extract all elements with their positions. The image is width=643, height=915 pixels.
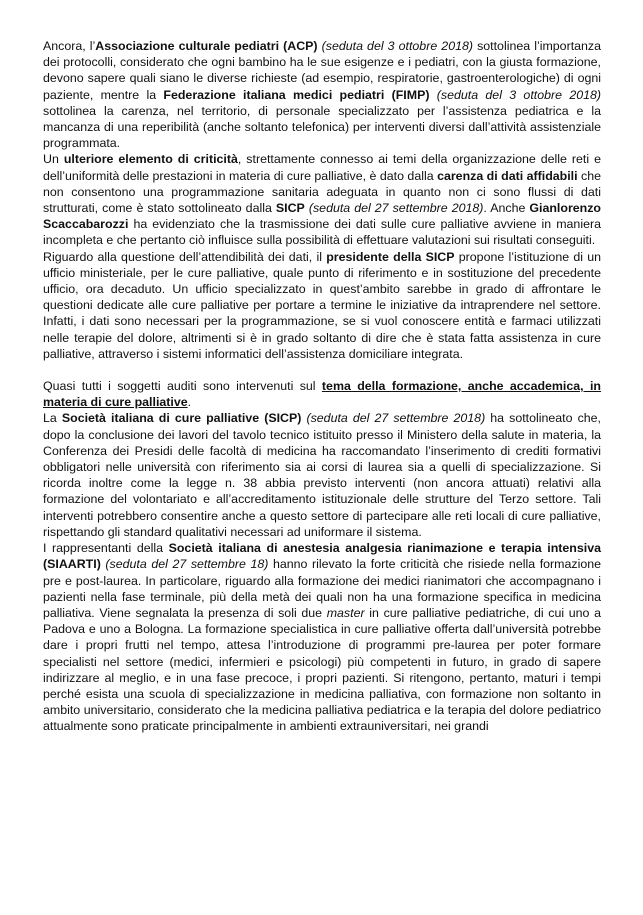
bold-text: Società italiana di cure palliative (SICP) bbox=[61, 411, 302, 426]
text-run: Quasi tutti i soggetti auditi sono intervenuti sul bbox=[43, 379, 322, 394]
text-run: sottolinea l’importanza dei protocolli, considerato che ogni bambino ha le sue esigenze e i pediatri, con la giusta formazione, devono sapere quali siano le diverse richieste (ad esempio, respiratorie, gastroenterologiche) di ogni paziente, mentre la bbox=[43, 39, 602, 102]
text-run: . bbox=[187, 395, 192, 410]
text-run: in cure palliative pediatriche, di cui uno a Padova e uno a Bologna. La formazione specialistica in cure palliative offerta dall’università potrebbe dare i propri frutti nel tempo, attesa l’introduzione di programmi pre-laurea per poter formare specialisti nel settore (medici, infermieri e psicologi) più competenti in futuro, in grado di sapere indirizzare al meglio, e in una fase precoce, i propri pazienti. Si ritengono, pertanto, maturi i tempi perché esista una scuola di specializzazione in medicina palliativa, con formazione non soltanto in ambito universitario, considerato che la medicina palliativa pediatrica e la terapia del dolore pediatrico attualmente sono praticate principalmente in ambienti extrauniversitari, nei grandi bbox=[43, 605, 601, 734]
text-run bbox=[429, 88, 436, 102]
paragraph bbox=[43, 249, 601, 362]
italic-text: (seduta del 27 settembre 2018) bbox=[306, 411, 486, 426]
bold-text: carenza di dati affidabili bbox=[437, 168, 578, 183]
paragraph bbox=[43, 410, 601, 540]
bold-text: Società italiana di anestesia analgesia rianimazione e terapia intensiva (SIAARTI) bbox=[43, 541, 601, 572]
italic-text: master bbox=[326, 605, 365, 620]
paragraph bbox=[43, 151, 601, 248]
bold-text: Gianlorenzo Scaccabarozzi bbox=[43, 201, 601, 232]
text-run: Riguardo alla questione dell’attendibilità dei dati, il bbox=[43, 249, 327, 264]
text-run: I rappresentanti della bbox=[43, 541, 169, 556]
text-run: Un bbox=[43, 152, 64, 167]
text-run: ha sottolineato che, dopo la conclusione dei lavori del tavolo tecnico istituito presso il Ministero della salute in materia, la Conferenza dei Presidi delle facoltà di medicina ha raccomandato l’inserimento di crediti formativi obbligatori nelle università con riferimento sia ai corsi di laurea sia a quelli di specializzazione. Si ricorda inoltre come la legge n. 38 abbia previsto interventi (non ancora attuati) relativi alla formazione del volontariato e all’accreditamento istituzionale delle strutture del Terzo settore. Tali interventi potrebbero consentire anche a questo settore di partecipare alle reti locali di cure palliative, rispettando gli standard qualitativi necessari ad uniformare il sistema. bbox=[43, 411, 601, 539]
text-run: ha evidenziato che la trasmissione dei dati sulle cure palliative avviene in maniera incompleta e che pertanto ciò influisce sulla possibilità di effettuare valutazioni sui risultati conseguiti. bbox=[43, 217, 601, 248]
text-run: , strettamente connesso ai temi della organizzazione delle reti e dell’uniformità delle prestazioni in materia di cure palliative, è dato dalla bbox=[43, 152, 601, 183]
bold-text: presidente della SICP bbox=[326, 249, 455, 264]
paragraph bbox=[43, 378, 601, 410]
italic-text: (seduta del 3 ottobre 2018) bbox=[321, 39, 473, 53]
italic-text: (seduta del 27 settembre 2018) bbox=[308, 201, 484, 216]
bold-text: Federazione italiana medici pediatri (FIMP) bbox=[163, 87, 430, 102]
paragraph-spacer bbox=[43, 362, 601, 378]
bold-text: SICP bbox=[275, 201, 305, 216]
italic-text: (seduta del 3 ottobre 2018) bbox=[436, 87, 602, 102]
text-run: sottolinea la carenza, nel territorio, di personale specializzato per l’assistenza pediatrica e la mancanza di una reperibilità (anche soltanto telefonica) per interventi diversi dall’attività assistenziale programmata. bbox=[43, 103, 601, 151]
text-run: La bbox=[43, 411, 62, 426]
text-run: Ancora, l’ bbox=[43, 39, 96, 53]
bold-text: ulteriore elemento di criticità bbox=[63, 152, 238, 167]
text-run: . Anche bbox=[483, 201, 530, 216]
underlined-text: tema della formazione, anche accademica, in materia di cure palliative bbox=[43, 379, 601, 410]
document-page bbox=[43, 38, 601, 735]
text-run: propone l’istituzione di un ufficio ministeriale, per le cure palliative, quale punto di riferimento e in sostituzione del precedente ufficio, ora decaduto. Un ufficio specializzato in quest’ambito sarebbe in grado di affrontare le questioni dedicate alle cure palliative per portare a termine le iniziative da intraprendere nel settore. Infatti, i dati sono necessari per la programmazione, se si vuol conoscere entità e farmaci utilizzati nelle terapie del dolore, altrimenti si è in grado soltanto di dire che è stata fatta assistenza in cure palliative, attraverso i sistemi informatici dell’assistenza domiciliare integrata. bbox=[43, 249, 602, 361]
bold-text: Associazione culturale pediatri (ACP) bbox=[95, 39, 318, 53]
text-run: che non consentono una programmazione sanitaria adeguata in quanto non ci sono flussi di dati strutturati, come è stato sottolineato dalla bbox=[43, 168, 602, 216]
paragraph bbox=[43, 540, 601, 734]
italic-text: (seduta del 27 settembre 18) bbox=[105, 557, 269, 572]
text-run: hanno rilevato la forte criticità che risiede nella formazione pre e post-laurea. In particolare, riguardo alla formazione dei medici rianimatori che accompagnano i pazienti nella fase terminale, più della metà dei quali non ha una formazione specifica in medicina palliativa. Viene segnalata la presenza di soli due bbox=[43, 557, 601, 620]
paragraph bbox=[43, 38, 601, 151]
